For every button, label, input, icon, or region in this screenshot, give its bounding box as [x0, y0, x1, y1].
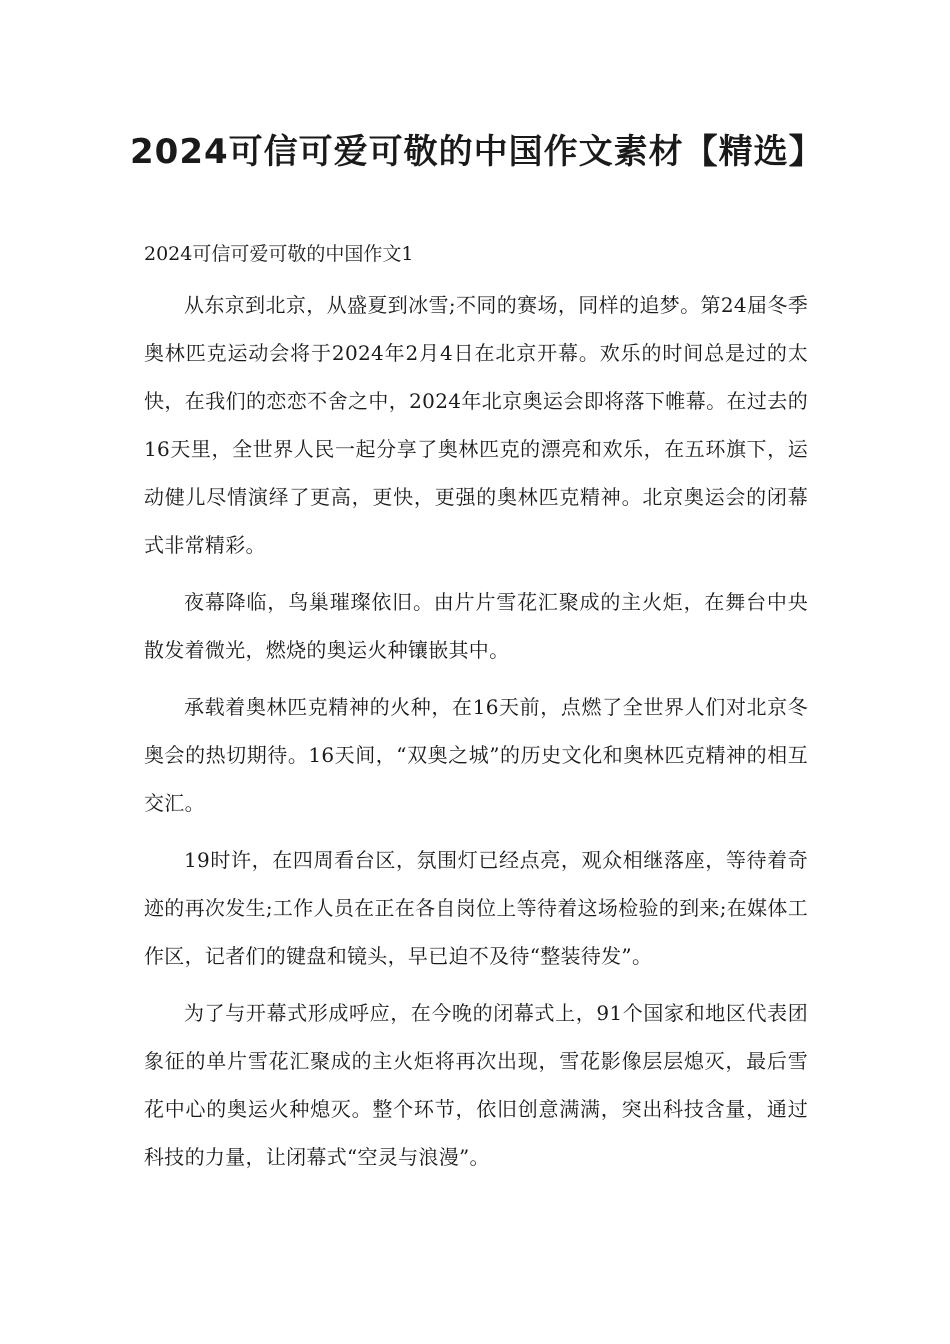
- paragraph-5: 为了与开幕式形成呼应，在今晚的闭幕式上，91个国家和地区代表团象征的单片雪花汇聚成的主火炬将再次出现，雪花影像层层熄灭，最后雪花中心的奥运火种熄灭。整个环节，依旧创意满满，突出科技含量，通过科技的力量，让闭幕式“空灵与浪漫”。: [144, 1001, 808, 1169]
- section-heading: 2024可信可爱可敬的中国作文1: [144, 243, 414, 265]
- paragraph-1: 从东京到北京，从盛夏到冰雪;不同的赛场，同样的追梦。第24届冬季奥林匹克运动会将于2024年2月4日在北京开幕。欢乐的时间总是过的太快，在我们的恋恋不舍之中，2024年北京奥运会即将落下帷幕。在过去的16天里，全世界人民一起分享了奥林匹克的漂亮和欢乐，在五环旗下，运动健儿尽情演绎了更高，更快，更强的奥林匹克精神。北京奥运会的闭幕式非常精彩。: [144, 293, 808, 557]
- document-body: [144, 281, 808, 1190]
- document-title: 2024可信可爱可敬的中国作文素材【精选】: [130, 132, 824, 172]
- paragraph-3: 承载着奥林匹克精神的火种，在16天前，点燃了全世界人们对北京冬奥会的热切期待。16天间，“双奥之城”的历史文化和奥林匹克精神的相互交汇。: [144, 695, 808, 815]
- paragraph-4: 19时许，在四周看台区，氛围灯已经点亮，观众相继落座，等待着奇迹的再次发生;工作人员在正在各自岗位上等待着这场检验的到来;在媒体工作区，记者们的键盘和镜头，早已迫不及待“整装待发”。: [144, 848, 808, 968]
- paragraph-2: 夜幕降临，鸟巢璀璨依旧。由片片雪花汇聚成的主火炬，在舞台中央散发着微光，燃烧的奥运火种镶嵌其中。: [144, 590, 808, 662]
